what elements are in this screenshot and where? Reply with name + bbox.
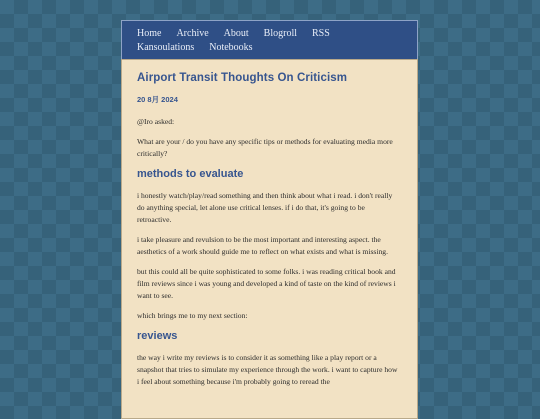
post-content [121, 59, 418, 419]
nav-blogroll[interactable]: Blogroll [263, 28, 298, 39]
post-date: 20 8月 2024 [137, 95, 178, 104]
nav-row-secondary [137, 41, 403, 55]
paragraph-5: the way i write my reviews is to consider it as something like a play report or a snapshot that tries to simulate my experience through the work. i want to capture how i feel about something because i'm probably going to reread the [137, 353, 398, 386]
nav-home[interactable]: Home [137, 28, 162, 39]
top-nav [121, 20, 418, 59]
nav-notebooks[interactable]: Notebooks [209, 42, 253, 53]
nav-row-primary [137, 27, 403, 41]
section-heading-methods: methods to evaluate [137, 168, 244, 180]
nav-rss[interactable]: RSS [312, 28, 330, 39]
paragraph-2: i take pleasure and revulsion to be the most important and interesting aspect. the aesthetics of a work should guide me to reflect on what exists and what is missing. [137, 235, 388, 256]
question-text: What are your / do you have any specific tips or methods for evaluating media more critically? [137, 137, 393, 158]
section-heading-reviews: reviews [137, 330, 178, 342]
paragraph-3: but this could all be quite sophisticated to some folks. i was reading critical book and film reviews since i was young and developed a kind of taste on the kind of reviews i want to see. [137, 267, 396, 300]
paragraph-1: i honestly watch/play/read something and then think about what i read. i don't really do anything special, let alone use critical lenses. if i do that, it's going to be retroactive. [137, 191, 393, 224]
nav-archive[interactable]: Archive [176, 28, 209, 39]
nav-about[interactable]: About [223, 28, 249, 39]
page-wrapper [121, 20, 418, 415]
post-title: Airport Transit Thoughts On Criticism [137, 72, 348, 84]
nav-kansoulations[interactable]: Kansoulations [137, 42, 195, 53]
paragraph-4: which brings me to my next section: [137, 311, 248, 320]
asker-line: @Iro asked: [137, 117, 175, 126]
